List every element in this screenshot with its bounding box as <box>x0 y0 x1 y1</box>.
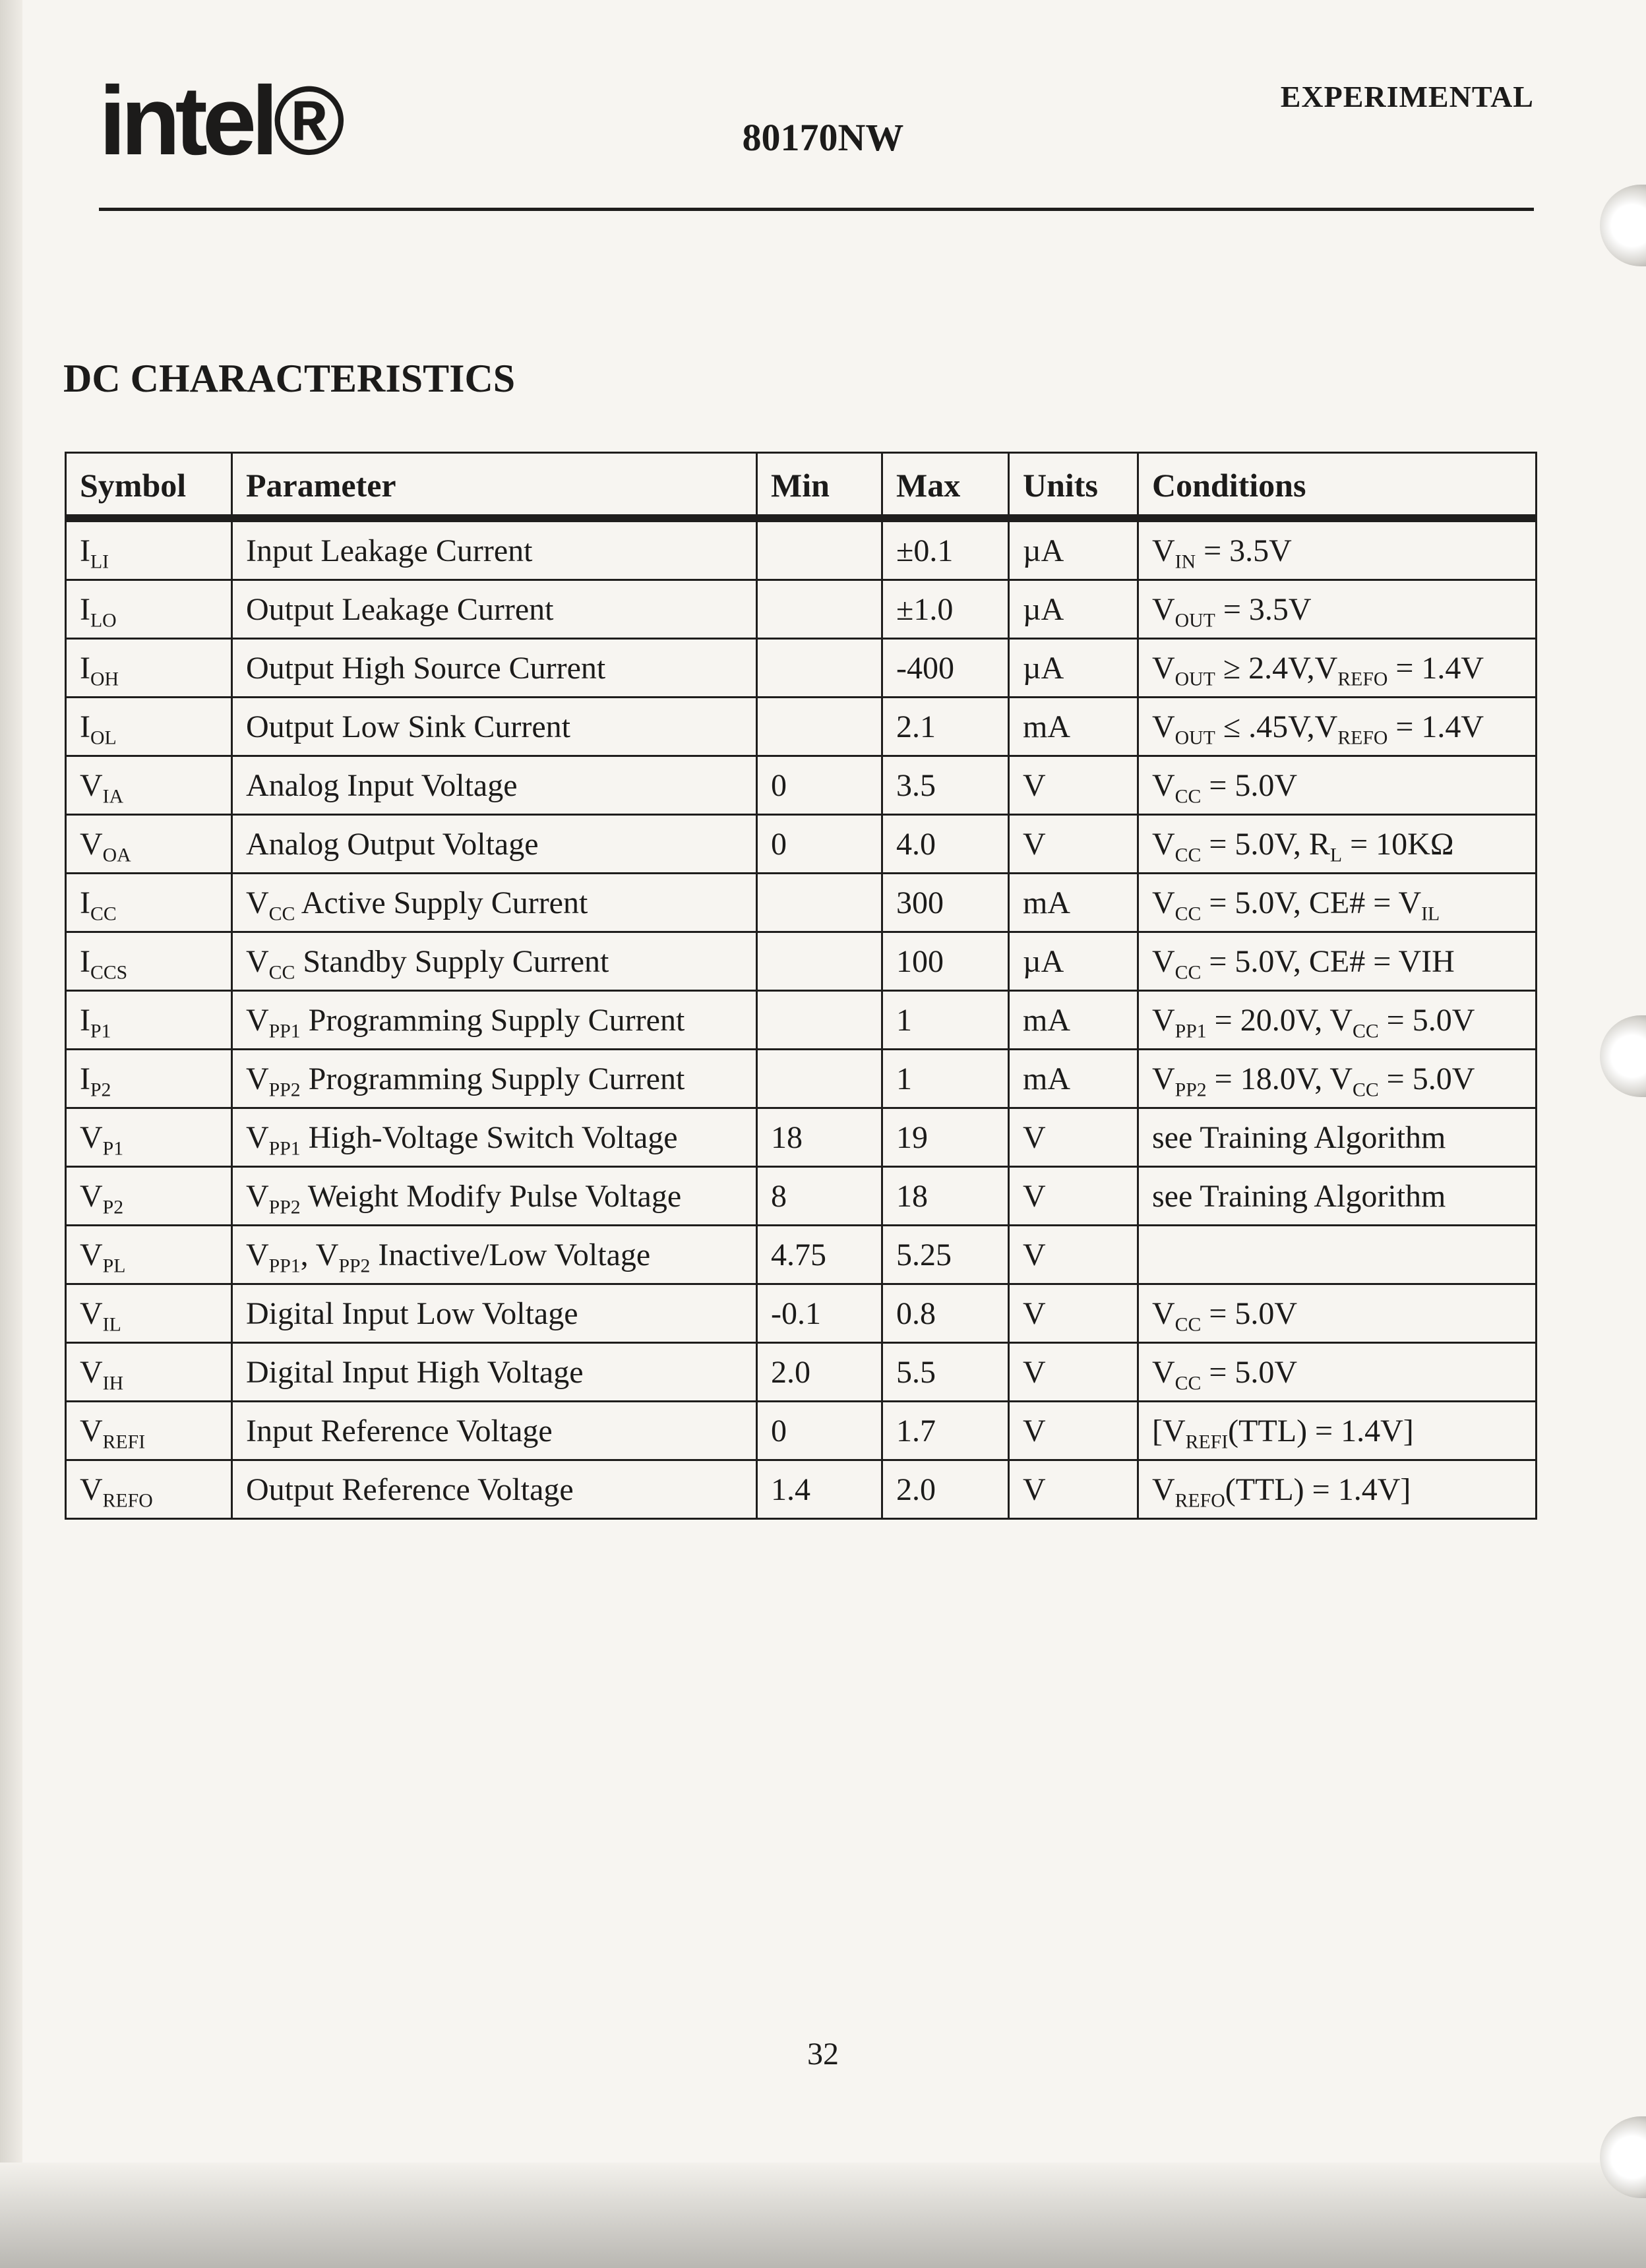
symbol-cell <box>66 756 232 815</box>
symbol-cell <box>66 518 232 580</box>
min-cell: 18 <box>757 1108 882 1167</box>
symbol-subscript: IL <box>102 1313 121 1335</box>
parameter-cell <box>232 639 757 698</box>
symbol-subscript: LI <box>90 550 109 572</box>
conditions-cell <box>1138 815 1537 874</box>
condition-text: = 20.0V, V <box>1206 1002 1353 1038</box>
parameter-cell <box>232 698 757 756</box>
condition-text: ≤ .45V,V <box>1215 709 1338 744</box>
condition-text: = 1.4V <box>1387 709 1484 744</box>
max-cell: 5.25 <box>882 1226 1009 1284</box>
symbol-main: V <box>80 1472 103 1507</box>
parameter-cell <box>232 1050 757 1108</box>
symbol-subscript: CC <box>90 902 117 924</box>
binder-hole <box>1600 1015 1646 1097</box>
max-cell: 3.5 <box>882 756 1009 815</box>
units-cell: mA <box>1009 874 1138 932</box>
units-cell: V <box>1009 1460 1138 1519</box>
max-cell: 18 <box>882 1167 1009 1226</box>
condition-text: = 5.0V <box>1201 1354 1298 1390</box>
conditions-cell <box>1138 1343 1537 1402</box>
symbol-subscript: CCS <box>90 961 128 983</box>
conditions-cell <box>1138 639 1537 698</box>
condition-subscript: CC <box>1174 785 1202 807</box>
condition-subscript: OUT <box>1174 726 1215 748</box>
units-cell: µA <box>1009 639 1138 698</box>
condition-text: (TTL) = 1.4V] <box>1225 1472 1411 1507</box>
parameter-text: Digital Input Low Voltage <box>246 1296 578 1331</box>
max-cell: 0.8 <box>882 1284 1009 1343</box>
conditions-cell <box>1138 1460 1537 1519</box>
condition-text: V <box>1152 650 1175 686</box>
symbol-subscript: P2 <box>102 1195 124 1218</box>
parameter-text: Analog Input Voltage <box>246 767 518 803</box>
symbol-cell <box>66 1343 232 1402</box>
parameter-prefix: V <box>246 1061 269 1096</box>
conditions-cell <box>1138 1050 1537 1108</box>
symbol-cell <box>66 815 232 874</box>
table-row <box>66 518 1537 580</box>
table-row <box>66 1108 1537 1167</box>
symbol-main: V <box>80 1119 103 1155</box>
min-cell <box>757 874 882 932</box>
condition-text: = 3.5V <box>1215 591 1312 627</box>
max-cell: 1 <box>882 1050 1009 1108</box>
condition-subscript: REFI <box>1185 1430 1229 1452</box>
symbol-subscript: REFI <box>102 1430 146 1452</box>
symbol-main: V <box>80 1178 103 1214</box>
symbol-subscript: IA <box>102 785 124 807</box>
conditions-cell <box>1138 991 1537 1050</box>
parameter-prefix-subscript: CC <box>268 902 295 924</box>
parameter-cell <box>232 991 757 1050</box>
max-cell: 4.0 <box>882 815 1009 874</box>
units-cell: µA <box>1009 580 1138 639</box>
symbol-cell <box>66 991 232 1050</box>
condition-subscript: CC <box>1174 961 1202 983</box>
condition-subscript: CC <box>1174 902 1202 924</box>
parameter-prefix-subscript: PP2 <box>268 1195 301 1218</box>
symbol-cell <box>66 1108 232 1167</box>
table-row <box>66 1167 1537 1226</box>
min-cell <box>757 639 882 698</box>
min-cell <box>757 698 882 756</box>
condition-subscript: OUT <box>1174 609 1215 631</box>
condition-text: V <box>1152 533 1175 568</box>
conditions-cell <box>1138 1402 1537 1460</box>
symbol-cell <box>66 698 232 756</box>
page-number: 32 <box>807 2037 839 2072</box>
condition-text: = 5.0V <box>1378 1002 1475 1038</box>
condition-text: = 1.4V <box>1387 650 1484 686</box>
table-row <box>66 1226 1537 1284</box>
symbol-cell <box>66 1167 232 1226</box>
parameter-cell <box>232 1226 757 1284</box>
symbol-cell <box>66 1460 232 1519</box>
symbol-main: V <box>80 1237 103 1272</box>
page-edge-shadow <box>0 0 22 2268</box>
parameter-cell <box>232 1402 757 1460</box>
header-rule <box>99 208 1534 211</box>
column-header-units: Units <box>1009 453 1138 519</box>
condition-text: V <box>1152 591 1175 627</box>
parameter-text: Programming Supply Current <box>300 1061 685 1096</box>
max-cell: 2.0 <box>882 1460 1009 1519</box>
table-row <box>66 991 1537 1050</box>
table-row <box>66 698 1537 756</box>
table-row <box>66 815 1537 874</box>
symbol-main: I <box>80 1061 90 1096</box>
parameter-cell <box>232 580 757 639</box>
symbol-main: V <box>80 1354 103 1390</box>
table-row <box>66 1284 1537 1343</box>
symbol-main: V <box>80 1296 103 1331</box>
parameter-prefix: V <box>246 1237 269 1272</box>
parameter-text: Analog Output Voltage <box>246 826 539 862</box>
min-cell <box>757 932 882 991</box>
units-cell: µA <box>1009 932 1138 991</box>
condition-subscript: IL <box>1421 902 1440 924</box>
parameter-cell <box>232 1167 757 1226</box>
condition-text: V <box>1152 1296 1175 1331</box>
symbol-subscript: REFO <box>102 1489 153 1511</box>
conditions-cell <box>1138 874 1537 932</box>
min-cell <box>757 518 882 580</box>
symbol-subscript: LO <box>90 609 117 631</box>
units-cell: V <box>1009 1343 1138 1402</box>
min-cell <box>757 1050 882 1108</box>
conditions-cell <box>1138 580 1537 639</box>
condition-text: V <box>1152 943 1175 979</box>
parameter-prefix: V <box>246 1119 269 1155</box>
symbol-main: I <box>80 1002 90 1038</box>
parameter-text: Standby Supply Current <box>295 943 609 979</box>
condition-subscript: L <box>1329 843 1343 866</box>
parameter-text: Output Leakage Current <box>246 591 554 627</box>
parameter-text: Input Leakage Current <box>246 533 533 568</box>
condition-text: see Training Algorithm <box>1152 1178 1446 1214</box>
units-cell: V <box>1009 1402 1138 1460</box>
units-cell: V <box>1009 756 1138 815</box>
symbol-cell <box>66 874 232 932</box>
intel-logo-wordmark: intel® <box>99 67 340 175</box>
parameter-prefix-subscript: CC <box>268 961 295 983</box>
condition-text: = 10KΩ <box>1342 826 1454 862</box>
symbol-subscript: OA <box>102 843 131 866</box>
conditions-cell <box>1138 518 1537 580</box>
symbol-main: V <box>80 767 103 803</box>
symbol-main: V <box>80 1413 103 1448</box>
parameter-cell <box>232 874 757 932</box>
min-cell: 0 <box>757 756 882 815</box>
symbol-subscript: P2 <box>90 1078 111 1100</box>
section-title: DC CHARACTERISTICS <box>63 357 516 400</box>
min-cell: 8 <box>757 1167 882 1226</box>
condition-subscript: OUT <box>1174 667 1215 690</box>
parameter-text: Digital Input High Voltage <box>246 1354 584 1390</box>
column-header-min: Min <box>757 453 882 519</box>
condition-subscript: CC <box>1174 1371 1202 1394</box>
condition-text: V <box>1152 1354 1175 1390</box>
max-cell: ±1.0 <box>882 580 1009 639</box>
condition-text: (TTL) = 1.4V] <box>1228 1413 1414 1448</box>
parameter-cell <box>232 1460 757 1519</box>
symbol-cell <box>66 639 232 698</box>
units-cell: mA <box>1009 1050 1138 1108</box>
parameter-prefix-subscript: PP1 <box>268 1254 301 1276</box>
condition-text: V <box>1152 709 1175 744</box>
parameter-prefix-subscript: PP1 <box>268 1137 301 1159</box>
table-row <box>66 932 1537 991</box>
table-header-row <box>66 453 1537 519</box>
table-row <box>66 1402 1537 1460</box>
symbol-cell <box>66 932 232 991</box>
symbol-cell <box>66 1226 232 1284</box>
symbol-cell <box>66 1284 232 1343</box>
parameter-cell <box>232 815 757 874</box>
parameter-text: Output High Source Current <box>246 650 606 686</box>
dc-characteristics-table <box>65 452 1537 1520</box>
condition-text: ≥ 2.4V,V <box>1215 650 1338 686</box>
parameter-cell <box>232 756 757 815</box>
parameter-prefix-2: , V <box>300 1237 339 1272</box>
max-cell: 5.5 <box>882 1343 1009 1402</box>
parameter-text: Active Supply Current <box>295 885 588 920</box>
column-header-symbol: Symbol <box>66 453 232 519</box>
max-cell: 300 <box>882 874 1009 932</box>
scan-bottom-shadow <box>0 2163 1646 2268</box>
conditions-cell <box>1138 1226 1537 1284</box>
document-status: EXPERIMENTAL <box>1280 80 1534 113</box>
condition-text: V <box>1152 1002 1175 1038</box>
parameter-prefix-subscript: PP2 <box>268 1078 301 1100</box>
condition-subscript: REFO <box>1337 726 1388 748</box>
max-cell: ±0.1 <box>882 518 1009 580</box>
conditions-cell <box>1138 698 1537 756</box>
table-row <box>66 874 1537 932</box>
condition-subscript: PP2 <box>1174 1078 1207 1100</box>
binder-hole <box>1600 185 1646 266</box>
units-cell: V <box>1009 1284 1138 1343</box>
symbol-main: I <box>80 885 90 920</box>
max-cell: 100 <box>882 932 1009 991</box>
condition-text: = 5.0V, CE# = V <box>1201 885 1422 920</box>
parameter-cell <box>232 932 757 991</box>
condition-text: see Training Algorithm <box>1152 1119 1446 1155</box>
condition-text: V <box>1152 767 1175 803</box>
table-row <box>66 1050 1537 1108</box>
min-cell <box>757 991 882 1050</box>
max-cell: 19 <box>882 1108 1009 1167</box>
units-cell: V <box>1009 1167 1138 1226</box>
conditions-cell <box>1138 1108 1537 1167</box>
condition-subscript: REFO <box>1337 667 1388 690</box>
symbol-main: I <box>80 591 90 627</box>
parameter-prefix: V <box>246 1178 269 1214</box>
condition-text: [V <box>1152 1413 1186 1448</box>
units-cell: mA <box>1009 698 1138 756</box>
condition-text: = 5.0V, R <box>1201 826 1330 862</box>
parameter-prefix-2-subscript: PP2 <box>338 1254 371 1276</box>
units-cell: mA <box>1009 991 1138 1050</box>
condition-subscript: PP1 <box>1174 1019 1207 1042</box>
units-cell: V <box>1009 815 1138 874</box>
parameter-prefix: V <box>246 943 269 979</box>
symbol-subscript: OL <box>90 726 117 748</box>
table-row <box>66 580 1537 639</box>
parameter-text: Output Low Sink Current <box>246 709 570 744</box>
parameter-prefix: V <box>246 1002 269 1038</box>
max-cell: 2.1 <box>882 698 1009 756</box>
conditions-cell <box>1138 932 1537 991</box>
parameter-text: Weight Modify Pulse Voltage <box>300 1178 682 1214</box>
condition-subscript: REFO <box>1174 1489 1225 1511</box>
parameter-text: Inactive/Low Voltage <box>370 1237 651 1272</box>
symbol-cell <box>66 580 232 639</box>
parameter-text: Output Reference Voltage <box>246 1472 574 1507</box>
symbol-subscript: P1 <box>90 1019 111 1042</box>
condition-text: V <box>1152 826 1175 862</box>
symbol-cell <box>66 1050 232 1108</box>
symbol-main: I <box>80 709 90 744</box>
max-cell: 1.7 <box>882 1402 1009 1460</box>
min-cell: 4.75 <box>757 1226 882 1284</box>
symbol-subscript: PL <box>102 1254 126 1276</box>
condition-subscript: CC <box>1352 1078 1379 1100</box>
condition-text: V <box>1152 885 1175 920</box>
parameter-text: Input Reference Voltage <box>246 1413 553 1448</box>
column-header-conditions: Conditions <box>1138 453 1537 519</box>
condition-text: = 5.0V, CE# = VIH <box>1201 943 1455 979</box>
condition-subscript: CC <box>1352 1019 1379 1042</box>
parameter-text: High-Voltage Switch Voltage <box>300 1119 678 1155</box>
conditions-cell <box>1138 1167 1537 1226</box>
conditions-cell <box>1138 1284 1537 1343</box>
condition-text: = 5.0V <box>1378 1061 1475 1096</box>
symbol-cell <box>66 1402 232 1460</box>
condition-subscript: CC <box>1174 843 1202 866</box>
units-cell: V <box>1009 1226 1138 1284</box>
condition-text: = 18.0V, V <box>1206 1061 1353 1096</box>
parameter-cell <box>232 1108 757 1167</box>
parameter-text: Programming Supply Current <box>300 1002 685 1038</box>
min-cell: 0 <box>757 815 882 874</box>
symbol-main: I <box>80 650 90 686</box>
condition-subscript: CC <box>1174 1313 1202 1335</box>
condition-text: V <box>1152 1472 1175 1507</box>
min-cell: 2.0 <box>757 1343 882 1402</box>
min-cell: 1.4 <box>757 1460 882 1519</box>
document-title: 80170NW <box>742 116 904 159</box>
table-row <box>66 1460 1537 1519</box>
symbol-subscript: P1 <box>102 1137 124 1159</box>
table-body <box>66 518 1537 1519</box>
parameter-cell <box>232 1284 757 1343</box>
condition-text: V <box>1152 1061 1175 1096</box>
max-cell: -400 <box>882 639 1009 698</box>
parameter-prefix-subscript: PP1 <box>268 1019 301 1042</box>
table-row <box>66 1343 1537 1402</box>
symbol-subscript: OH <box>90 667 119 690</box>
symbol-subscript: IH <box>102 1371 124 1394</box>
column-header-max: Max <box>882 453 1009 519</box>
table-row <box>66 639 1537 698</box>
units-cell: V <box>1009 1108 1138 1167</box>
condition-text: = 3.5V <box>1196 533 1292 568</box>
symbol-main: I <box>80 943 90 979</box>
min-cell <box>757 580 882 639</box>
symbol-main: V <box>80 826 103 862</box>
condition-text: = 5.0V <box>1201 767 1298 803</box>
symbol-main: I <box>80 533 90 568</box>
max-cell: 1 <box>882 991 1009 1050</box>
min-cell: -0.1 <box>757 1284 882 1343</box>
parameter-cell <box>232 1343 757 1402</box>
conditions-cell <box>1138 756 1537 815</box>
condition-subscript: IN <box>1174 550 1196 572</box>
parameter-prefix: V <box>246 885 269 920</box>
parameter-cell <box>232 518 757 580</box>
column-header-parameter: Parameter <box>232 453 757 519</box>
table-row <box>66 756 1537 815</box>
min-cell: 0 <box>757 1402 882 1460</box>
units-cell: µA <box>1009 518 1138 580</box>
condition-text: = 5.0V <box>1201 1296 1298 1331</box>
